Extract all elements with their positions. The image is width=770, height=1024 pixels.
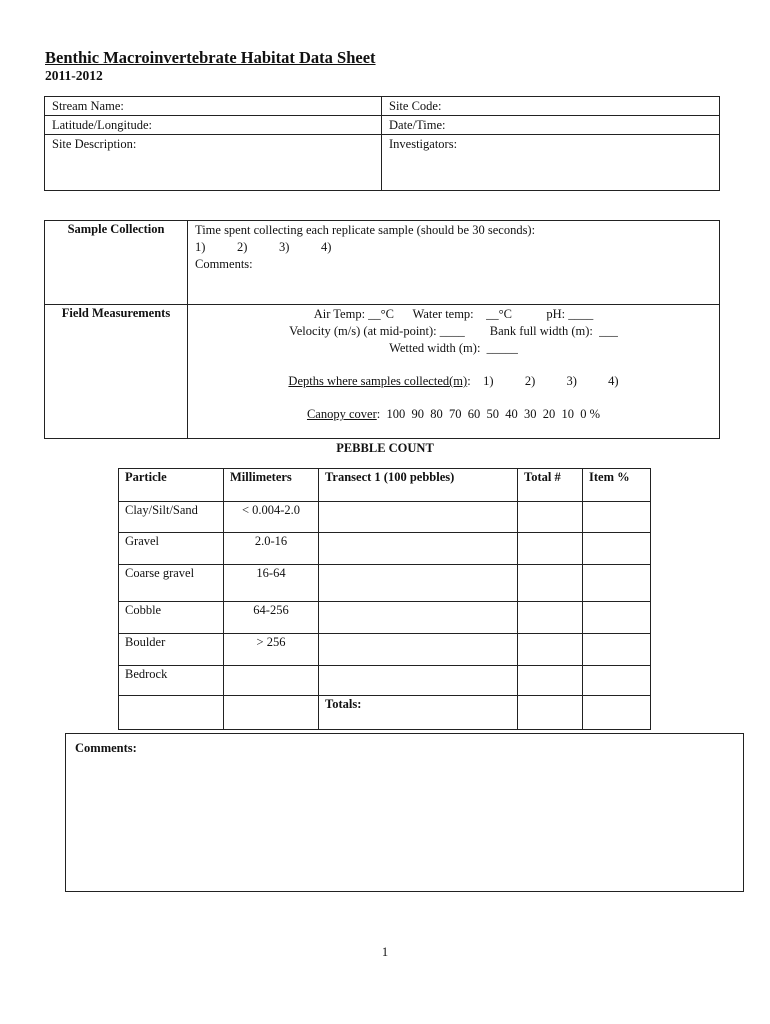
particle-size: > 256 <box>224 634 319 666</box>
replicate-4: 4) <box>321 240 332 254</box>
particle-name: Clay/Silt/Sand <box>119 502 224 533</box>
transect-cell[interactable] <box>319 565 518 602</box>
field-measurements-cell[interactable] <box>188 305 720 439</box>
particle-size: 2.0-16 <box>224 533 319 565</box>
total-cell[interactable] <box>518 533 583 565</box>
totals-blank-cell <box>224 696 319 730</box>
table-row <box>119 502 651 533</box>
sample-collection-label: Sample Collection <box>45 221 188 305</box>
investigators-field[interactable] <box>382 135 720 191</box>
transect-cell[interactable] <box>319 634 518 666</box>
particle-size: 16-64 <box>224 565 319 602</box>
lat-long-label: Latitude/Longitude: <box>52 118 152 132</box>
field-measurements-label: Field Measurements <box>45 305 188 439</box>
table-row <box>119 602 651 634</box>
site-info-table <box>44 96 720 191</box>
header-millimeters: Millimeters <box>224 469 319 502</box>
particle-size: < 0.004-2.0 <box>224 502 319 533</box>
lat-long-field[interactable] <box>45 116 382 135</box>
transect-cell[interactable] <box>319 533 518 565</box>
site-code-label: Site Code: <box>389 99 442 113</box>
stream-name-label: Stream Name: <box>52 99 124 113</box>
temp-ph-line: Air Temp: __°C Water temp: __°C pH: ____ <box>313 307 594 321</box>
site-description-label: Site Description: <box>52 137 137 151</box>
percent-cell[interactable] <box>583 565 651 602</box>
particle-size <box>224 666 319 696</box>
table-row <box>119 533 651 565</box>
transect-cell[interactable] <box>319 602 518 634</box>
investigators-label: Investigators: <box>389 137 458 151</box>
depths-label: Depths where samples collected(m) <box>288 374 468 388</box>
header-particle: Particle <box>119 469 224 502</box>
totals-label: Totals: <box>319 696 518 730</box>
depths-values: : 1) 2) 3) 4) <box>467 374 619 388</box>
pebble-count-table <box>118 468 651 730</box>
percent-cell[interactable] <box>583 666 651 696</box>
canopy-line <box>195 406 712 423</box>
canopy-values: : 100 90 80 70 60 50 40 30 20 10 0 % <box>376 407 601 421</box>
page-number: 1 <box>381 945 389 959</box>
total-cell[interactable] <box>518 634 583 666</box>
header-transect: Transect 1 (100 pebbles) <box>319 469 518 502</box>
table-row <box>119 565 651 602</box>
replicate-2: 2) <box>237 240 248 254</box>
field-data-table <box>44 220 720 439</box>
total-cell[interactable] <box>518 565 583 602</box>
total-sum-cell[interactable] <box>518 696 583 730</box>
depths-line <box>195 373 712 390</box>
replicate-list <box>195 239 712 256</box>
sample-collection-instruction: Time spent collecting each replicate sample (should be 30 seconds): <box>195 223 536 237</box>
sample-collection-cell[interactable] <box>188 221 720 305</box>
velocity-line: Velocity (m/s) (at mid-point): ____ Bank full width (m): ___ <box>289 324 618 338</box>
replicate-1: 1) <box>195 240 206 254</box>
transect-cell[interactable] <box>319 666 518 696</box>
site-description-field[interactable] <box>45 135 382 191</box>
wetted-width-line: Wetted width (m): _____ <box>389 341 518 355</box>
sample-comments-label: Comments: <box>195 257 253 271</box>
particle-name: Bedrock <box>119 666 224 696</box>
total-cell[interactable] <box>518 666 583 696</box>
comments-box[interactable] <box>65 733 744 892</box>
header-item-percent: Item % <box>583 469 651 502</box>
percent-cell[interactable] <box>583 634 651 666</box>
replicate-3: 3) <box>279 240 290 254</box>
totals-blank-cell <box>119 696 224 730</box>
totals-row <box>119 696 651 730</box>
table-row <box>119 666 651 696</box>
particle-size: 64-256 <box>224 602 319 634</box>
stream-name-field[interactable] <box>45 97 382 116</box>
percent-cell[interactable] <box>583 502 651 533</box>
header-total: Total # <box>518 469 583 502</box>
particle-name: Boulder <box>119 634 224 666</box>
total-cell[interactable] <box>518 602 583 634</box>
document-year: 2011-2012 <box>45 68 103 83</box>
site-code-field[interactable] <box>382 97 720 116</box>
table-row <box>119 634 651 666</box>
transect-cell[interactable] <box>319 502 518 533</box>
canopy-label: Canopy cover <box>306 407 377 421</box>
particle-name: Cobble <box>119 602 224 634</box>
particle-name: Coarse gravel <box>119 565 224 602</box>
particle-name: Gravel <box>119 533 224 565</box>
percent-sum-cell[interactable] <box>583 696 651 730</box>
percent-cell[interactable] <box>583 533 651 565</box>
total-cell[interactable] <box>518 502 583 533</box>
date-time-field[interactable] <box>382 116 720 135</box>
date-time-label: Date/Time: <box>389 118 446 132</box>
pebble-count-title: PEBBLE COUNT <box>336 441 434 455</box>
comments-label: Comments: <box>75 741 137 755</box>
percent-cell[interactable] <box>583 602 651 634</box>
document-title: Benthic Macroinvertebrate Habitat Data Sheet <box>45 48 376 67</box>
